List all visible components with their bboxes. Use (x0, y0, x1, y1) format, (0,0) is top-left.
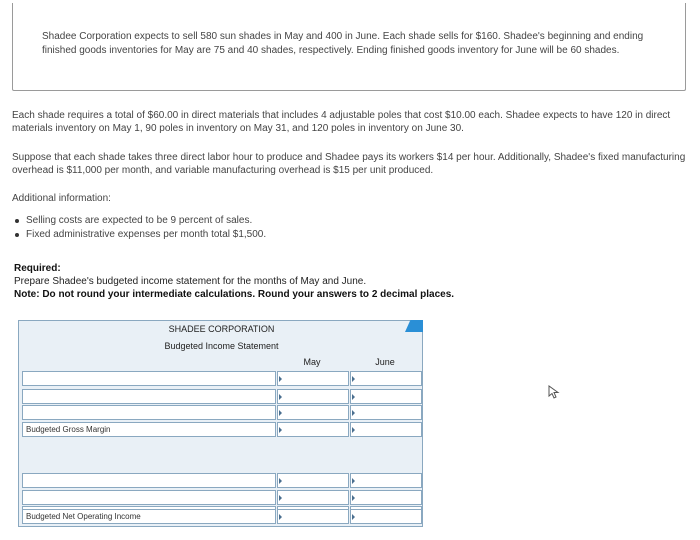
may-value-cell[interactable] (277, 473, 349, 488)
required-section (14, 262, 454, 301)
cell-marker-icon (352, 427, 355, 433)
materials-paragraph: Each shade requires a total of $60.00 in direct materials that includes 4 adjustable poles that cost $10.00 each. Shadee expects to have 120 in direct materials inventory on May 1, 90 poles in inventory on May 31, and 120 poles in inventory on June 30. (12, 110, 671, 134)
cell-marker-icon (279, 376, 282, 382)
cell-marker-icon (279, 514, 282, 520)
cell-marker-icon (352, 410, 355, 416)
cell-marker-icon (279, 427, 282, 433)
june-value-cell[interactable] (350, 473, 422, 488)
column-header-may: May (303, 357, 321, 367)
june-value-cell[interactable] (350, 422, 422, 437)
info-bullets (12, 214, 266, 242)
cell-marker-icon (352, 394, 355, 400)
cell-marker-icon (279, 495, 282, 501)
june-value-cell[interactable] (350, 389, 422, 404)
bullet-item: Fixed administrative expenses per month total $1,500. (12, 228, 266, 242)
labor-overhead-paragraph: Suppose that each shade takes three direct labor hour to produce and Shadee pays its workers $14 per hour. Additionally, Shadee's fixed manufacturing overhead is $11,000 per month, and variable manufacturing overhead is $15 per unit produced. (12, 152, 686, 176)
column-header-june: June (375, 357, 395, 367)
cell-marker-icon (279, 478, 282, 484)
june-value-cell[interactable] (350, 490, 422, 505)
note-text: Note: Do not round your intermediate calculations. Round your answers to 2 decimal places. (14, 289, 455, 300)
may-value-cell[interactable] (277, 490, 349, 505)
may-value-cell[interactable] (277, 405, 349, 420)
intro-text: Shadee Corporation expects to sell 580 sun shades in May and 400 in June. Each shade sells for $160. Shadee's beginning and ending finished goods inventories for May are 75 and 40 shades, respectively. Ending finished goods inventory for June will be 60 shades. (42, 31, 644, 56)
june-value-cell[interactable] (350, 371, 422, 386)
bullet-icon (15, 219, 19, 223)
required-label: Required: (14, 263, 61, 274)
bullet-item: Selling costs are expected to be 9 percent of sales. (12, 214, 266, 228)
may-value-cell[interactable] (277, 422, 349, 437)
cell-marker-icon (352, 478, 355, 484)
mouse-cursor-icon (548, 385, 560, 399)
row-label-cell[interactable]: Budgeted Gross Margin (22, 422, 276, 437)
bullet-icon (15, 233, 19, 237)
cell-marker-icon (279, 394, 282, 400)
cell-marker-icon (279, 410, 282, 416)
required-text: Prepare Shadee's budgeted income statement for the months of May and June. (14, 276, 367, 287)
may-value-cell[interactable] (277, 509, 349, 524)
row-label-cell[interactable] (22, 473, 276, 488)
cell-marker-icon (352, 514, 355, 520)
row-label-cell[interactable]: Budgeted Net Operating Income (22, 509, 276, 524)
row-label-cell[interactable] (22, 371, 276, 386)
june-value-cell[interactable] (350, 405, 422, 420)
may-value-cell[interactable] (277, 371, 349, 386)
income-statement-table (18, 320, 423, 527)
cell-marker-icon (352, 495, 355, 501)
row-label-cell[interactable] (22, 389, 276, 404)
row-label-cell[interactable] (22, 405, 276, 420)
statement-title: Budgeted Income Statement (164, 341, 279, 351)
company-name: SHADEE CORPORATION (168, 324, 275, 334)
row-label-cell[interactable] (22, 490, 276, 505)
cell-marker-icon (352, 376, 355, 382)
may-value-cell[interactable] (277, 389, 349, 404)
june-value-cell[interactable] (350, 509, 422, 524)
additional-info-label: Additional information: (12, 193, 111, 204)
